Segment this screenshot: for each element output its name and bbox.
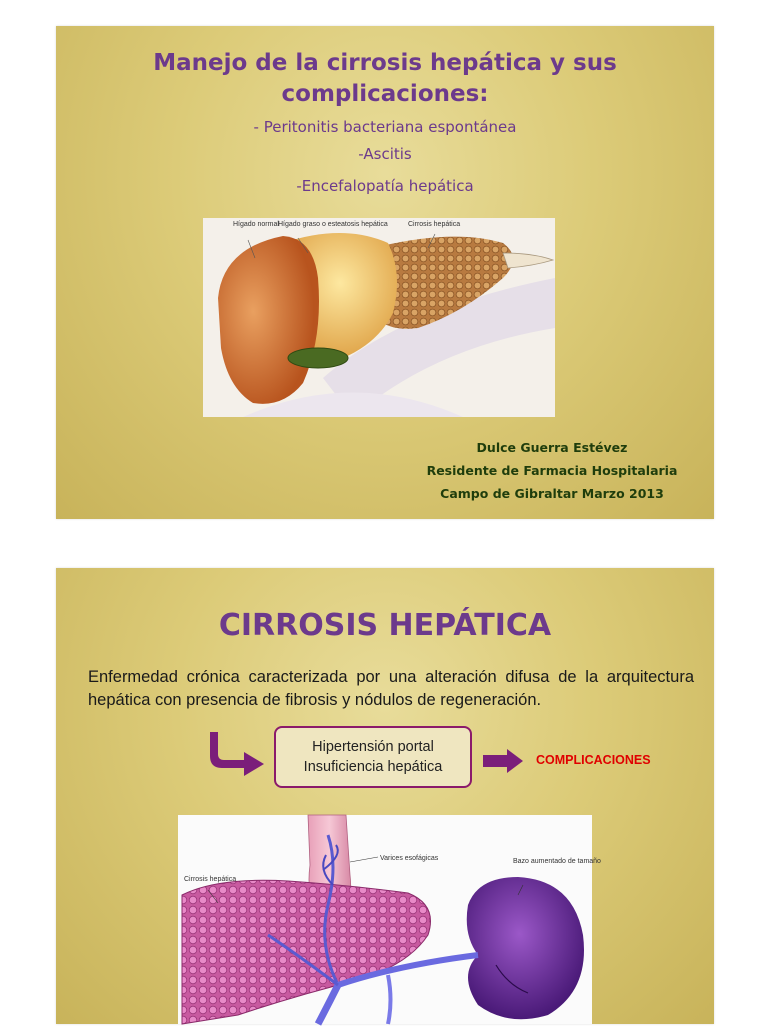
label-spleen: Bazo aumentado de tamaño (513, 858, 601, 865)
complications-label: COMPLICACIONES (536, 753, 651, 767)
liver-stages-illustration (203, 218, 555, 417)
author-place-date: Campo de Gibraltar Marzo 2013 (440, 486, 664, 501)
subtitle-encefalopatia: -Encefalopatía hepática (296, 177, 474, 195)
slide-cirrosis (56, 568, 714, 1024)
slide-title (56, 26, 714, 519)
subtitle-ascitis: -Ascitis (358, 145, 412, 163)
right-arrow-icon (483, 749, 523, 773)
subtitle-peritonitis: - Peritonitis bacteriana espontánea (253, 118, 517, 136)
box-hipertension: Hipertensión portal (312, 739, 434, 755)
author-name: Dulce Guerra Estévez (476, 440, 628, 455)
label-normal-liver: Hígado normal (233, 221, 279, 228)
slide2-title: CIRROSIS HEPÁTICA (218, 608, 552, 643)
label-fatty-liver: Hígado graso o esteatosis hepática (278, 221, 388, 228)
box-insuficiencia: Insuficiencia hepática (303, 759, 443, 775)
portal-hypertension-illustration (178, 815, 601, 1024)
consequences-box (274, 726, 472, 788)
author-role: Residente de Farmacia Hospitalaria (426, 463, 678, 478)
label-cirrhosis-liver: Cirrosis hepática (184, 876, 237, 883)
label-cirrhosis: Cirrosis hepática (408, 221, 461, 228)
slide1-title: Manejo de la cirrosis hepática y sus complicaciones: (153, 50, 617, 107)
definition-text: Enfermedad crónica caracterizada por una alteración difusa de la arquitectura hepática con presencia de fibrosis y nódulos de regeneración. (88, 668, 694, 709)
curved-arrow-icon (204, 732, 266, 778)
label-varices: Varices esofágicas (380, 855, 439, 862)
